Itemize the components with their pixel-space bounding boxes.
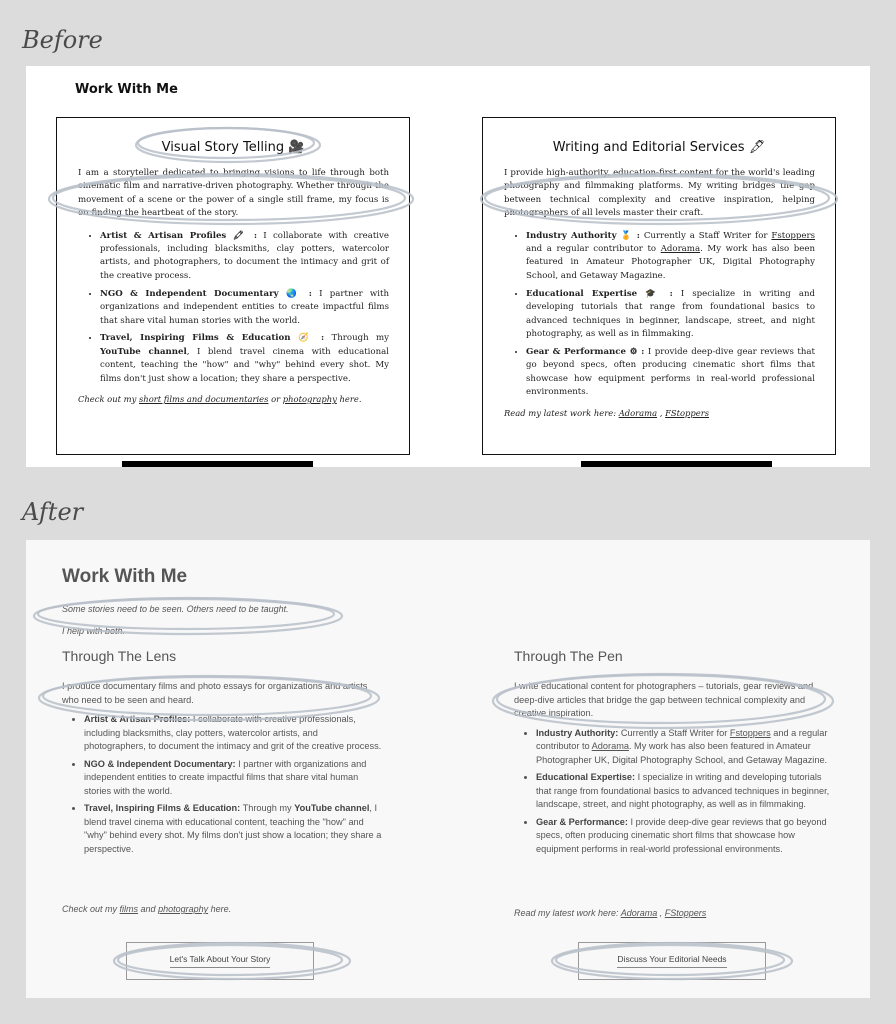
item-label: Artist & Artisan Profiles 🖍 : — [100, 230, 258, 241]
column-title: Through The Pen — [514, 648, 623, 664]
adorama-link[interactable]: Adorama — [660, 244, 701, 255]
after-column-lens — [62, 648, 382, 860]
item-text: I collaborate with creative professionals, including blacksmiths, clay potters, watercolor artists, and photographers, to document the intimacy and grit of the creative process. — [100, 230, 389, 281]
card-footer — [78, 394, 389, 404]
item-text: . My work has also been featured in Amateur Photographer UK, Digital Photography School, and Getaway Magazine. — [536, 741, 828, 765]
service-list — [84, 713, 382, 856]
item-text: I specialize in writing and developing tutorials that range from foundational basics to advanced techniques in beginner, landscape, street, and night photography, as well as in filmmaking. — [526, 288, 815, 339]
item-label: Artist & Artisan Profiles: — [84, 714, 191, 724]
footer-text: Read my latest work here: — [514, 908, 621, 918]
tagline: Some stories need to be seen. Others need to be taught. — [62, 604, 289, 614]
card-intro: I provide high-authority, education-first content for the world's leading photography and filmmaking platforms. My writing bridges the gap between technical complexity and creative inspiration, helping photographers of all levels master their craft. — [504, 168, 815, 219]
footer-text: or — [268, 394, 283, 405]
item-text: , I blend travel cinema with educational content, teaching the "how" and "why" behind every shot. My films don't just show a location; they share a perspective. — [84, 803, 382, 854]
item-text: I specialize in writing and developing tutorials that range from foundational basics to advanced techniques in beginner, landscape, street, and night photography, as well as in filmmaking. — [536, 772, 830, 809]
list-item — [536, 771, 834, 812]
item-text: Through my — [240, 803, 295, 813]
footer-text: , — [657, 908, 665, 918]
item-label: Industry Authority: — [536, 727, 619, 738]
column-intro: I produce documentary films and photo essays for organizations and artists who need to be seen and heard. — [62, 681, 368, 705]
card-title: Visual Story Telling 🎥 — [161, 140, 305, 155]
item-text: , I blend travel cinema with educational content, teaching the "how" and "why" behind every shot. My films don't just show a location; they share a perspective. — [100, 346, 390, 384]
photography-link[interactable]: photography — [282, 394, 337, 405]
cta-bar-left[interactable] — [122, 461, 313, 467]
footer-text: here. — [336, 394, 362, 405]
service-list — [526, 230, 815, 400]
button-label: Discuss Your Editorial Needs — [617, 954, 726, 968]
tagline-secondary: I help with both. — [62, 626, 126, 636]
fstoppers-link[interactable]: Fstoppers — [729, 727, 771, 738]
adorama-link[interactable]: Adorama — [591, 741, 629, 751]
photography-link[interactable]: photography — [158, 904, 209, 914]
list-item — [100, 230, 389, 284]
item-text: I partner with organizations and independent entities to create impactful films that share vital human stories with the world. — [100, 288, 389, 326]
column-intro: I write educational content for photographers – tutorials, gear reviews and deep-dive articles that bridge the gap between technical complexity and creative inspiration. — [514, 681, 814, 718]
footer-text: Check out my — [62, 904, 120, 914]
item-text: . My work has also been featured in Amateur Photographer UK, Digital Photography School, and Getaway Magazine. — [526, 244, 815, 281]
item-label: Industry Authority 🏅 : — [526, 230, 640, 241]
item-label: Educational Expertise 🎓 : — [526, 288, 673, 299]
list-item — [526, 230, 815, 284]
adorama-link[interactable]: Adorama — [618, 407, 658, 418]
youtube-link[interactable]: YouTube channel — [100, 346, 187, 357]
list-item — [526, 346, 815, 400]
youtube-link[interactable]: YouTube channel — [294, 803, 370, 813]
service-list — [100, 230, 389, 386]
films-link[interactable]: short films and documentaries — [139, 394, 269, 405]
footer-text: here. — [208, 904, 232, 914]
card-intro: I am a storyteller dedicated to bringing visions to life through both cinematic film and narrative-driven photography. Whether through the movement of a scene or the power of a single still frame, my focus is on finding the heartbeat of the story. — [78, 168, 389, 219]
item-text: Currently a Staff Writer for — [639, 230, 772, 241]
footer-text: and — [138, 904, 159, 914]
fstoppers-link[interactable]: Fstoppers — [771, 230, 815, 241]
item-text: I collaborate with creative professionals, including blacksmiths, clay potters, watercolor artists, and photographers, to document the intimacy and grit of the creative process. — [84, 714, 382, 751]
column-footer — [62, 904, 231, 914]
item-text: Currently a Staff Writer for — [618, 727, 730, 738]
after-panel — [26, 540, 870, 998]
list-item — [536, 727, 834, 768]
talk-about-story-button[interactable] — [126, 942, 314, 980]
item-text: I provide deep-dive gear reviews that go beyond specs, often producing cinematic short films that showcase how equipment performs in real-world professional environments. — [526, 346, 815, 398]
card-title: Writing and Editorial Services 🖋 — [552, 140, 766, 155]
editorial-needs-button[interactable] — [578, 942, 766, 980]
item-label: Educational Expertise: — [536, 772, 636, 782]
list-item — [84, 758, 382, 799]
item-label: NGO & Independent Documentary: — [84, 758, 236, 769]
list-item — [100, 288, 389, 328]
footer-text: , — [657, 407, 666, 418]
item-text: and a regular contributor to — [536, 727, 828, 751]
list-item — [84, 713, 382, 754]
before-panel — [26, 66, 870, 467]
button-label: Let's Talk About Your Story — [170, 954, 271, 968]
item-label: NGO & Independent Documentary 🌏 : — [100, 288, 312, 299]
before-heading: Work With Me — [75, 82, 178, 97]
cta-bar-right[interactable] — [581, 461, 772, 467]
fstoppers-link[interactable]: FStoppers — [664, 908, 707, 918]
item-text: and a regular contributor to — [526, 244, 661, 255]
before-card-visual-storytelling — [56, 117, 410, 455]
item-text: I provide deep-dive gear reviews that go beyond specs, often producing cinematic short films that showcase how equipment performs in real-world professional environments. — [536, 816, 827, 854]
column-title: Through The Lens — [62, 648, 177, 664]
item-text: Through my — [324, 333, 389, 344]
service-list — [536, 727, 834, 857]
after-heading: Work With Me — [62, 566, 188, 587]
column-footer — [514, 908, 706, 918]
after-label: After — [22, 498, 84, 526]
list-item — [536, 816, 834, 857]
item-text: I partner with organizations and independent entities to create impactful films that share vital human stories with the world. — [84, 758, 367, 796]
films-link[interactable]: films — [119, 904, 139, 914]
item-label: Travel, Inspiring Films & Education: — [84, 803, 241, 813]
list-item — [84, 802, 382, 856]
before-card-writing-services — [482, 117, 836, 455]
footer-text: Check out my — [78, 394, 139, 405]
item-label: Gear & Performance ⚙ : — [526, 346, 645, 357]
fstoppers-link[interactable]: FStoppers — [665, 407, 710, 418]
after-column-pen — [514, 648, 834, 860]
list-item — [526, 288, 815, 342]
list-item — [100, 332, 389, 386]
footer-text: Read my latest work here: — [504, 407, 619, 418]
card-footer — [504, 408, 815, 418]
item-label: Gear & Performance: — [536, 816, 628, 827]
adorama-link[interactable]: Adorama — [620, 908, 658, 918]
before-label: Before — [22, 26, 103, 54]
item-label: Travel, Inspiring Films & Education 🧭 : — [100, 333, 325, 344]
